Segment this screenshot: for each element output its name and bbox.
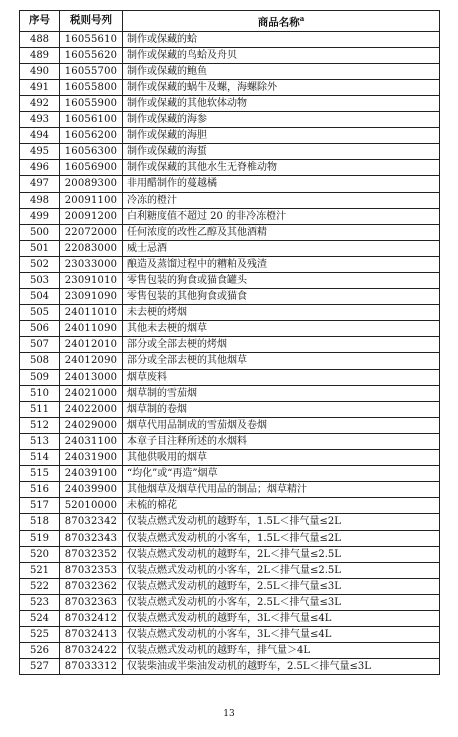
header-seq: 序号 — [20, 11, 60, 32]
cell-code: 87032413 — [60, 627, 123, 643]
cell-name: 未去梗的烤烟 — [123, 305, 440, 321]
cell-name: 仅装点燃式发动机的越野车，1.5L＜排气量≤2L — [123, 514, 440, 530]
table-row — [20, 160, 440, 176]
cell-code: 24031900 — [60, 450, 123, 466]
cell-seq: 491 — [20, 79, 60, 95]
cell-code: 87033312 — [60, 659, 123, 675]
cell-name: “均化”或“再造”烟草 — [123, 466, 440, 482]
cell-code: 20089300 — [60, 176, 123, 192]
cell-code: 87032343 — [60, 530, 123, 546]
cell-seq: 488 — [20, 31, 60, 47]
table-row — [20, 353, 440, 369]
table-row — [20, 337, 440, 353]
cell-name: 烟草代用品制成的雪茄烟及卷烟 — [123, 417, 440, 433]
cell-seq: 522 — [20, 578, 60, 594]
cell-seq: 514 — [20, 450, 60, 466]
cell-code: 24039100 — [60, 466, 123, 482]
cell-seq: 501 — [20, 240, 60, 256]
cell-name: 制作或保藏的蛤 — [123, 31, 440, 47]
table-row — [20, 659, 440, 675]
table-row — [20, 273, 440, 289]
cell-seq: 518 — [20, 514, 60, 530]
cell-code: 16055900 — [60, 95, 123, 111]
cell-code: 24012010 — [60, 337, 123, 353]
cell-seq: 524 — [20, 610, 60, 626]
cell-code: 16056200 — [60, 128, 123, 144]
cell-seq: 500 — [20, 224, 60, 240]
cell-name: 冷冻的橙汁 — [123, 192, 440, 208]
page-number: 13 — [223, 709, 235, 719]
cell-seq: 519 — [20, 530, 60, 546]
cell-seq: 526 — [20, 643, 60, 659]
cell-name: 制作或保藏的海胆 — [123, 128, 440, 144]
cell-seq: 510 — [20, 385, 60, 401]
cell-seq: 517 — [20, 498, 60, 514]
cell-code: 20091100 — [60, 192, 123, 208]
cell-code: 87032363 — [60, 594, 123, 610]
cell-name: 制作或保藏的蜗牛及螺，海螺除外 — [123, 79, 440, 95]
cell-code: 16055800 — [60, 79, 123, 95]
cell-seq: 499 — [20, 208, 60, 224]
table-row — [20, 530, 440, 546]
cell-name: 烟草制的卷烟 — [123, 401, 440, 417]
cell-name: 制作或保藏的其他水生无脊椎动物 — [123, 160, 440, 176]
cell-code: 24022000 — [60, 401, 123, 417]
cell-name: 本章子目注释所述的水烟料 — [123, 433, 440, 449]
table-row — [20, 498, 440, 514]
cell-name: 其他未去梗的烟草 — [123, 321, 440, 337]
cell-name: 其他烟草及烟草代用品的制品；烟草精汁 — [123, 482, 440, 498]
table-row — [20, 514, 440, 530]
table-row — [20, 643, 440, 659]
cell-name: 部分或全部去梗的其他烟草 — [123, 353, 440, 369]
table-row — [20, 31, 440, 47]
cell-name: 制作或保藏的鸟蛤及舟贝 — [123, 47, 440, 63]
cell-seq: 523 — [20, 594, 60, 610]
cell-code: 16055610 — [60, 31, 123, 47]
table-row — [20, 369, 440, 385]
cell-seq: 513 — [20, 433, 60, 449]
cell-seq: 527 — [20, 659, 60, 675]
cell-name: 仅装点燃式发动机的小客车，1.5L＜排气量≤2L — [123, 530, 440, 546]
table-row — [20, 240, 440, 256]
cell-seq: 515 — [20, 466, 60, 482]
cell-code: 16055700 — [60, 63, 123, 79]
table-header-row — [20, 11, 440, 32]
cell-seq: 489 — [20, 47, 60, 63]
cell-name: 部分或全部去梗的烤烟 — [123, 337, 440, 353]
tariff-table — [19, 10, 440, 675]
header-name-note: a — [299, 14, 305, 23]
table-row — [20, 63, 440, 79]
cell-code: 16055620 — [60, 47, 123, 63]
table-row — [20, 450, 440, 466]
table-row — [20, 433, 440, 449]
table-row — [20, 47, 440, 63]
header-name — [123, 11, 440, 32]
table-row — [20, 594, 440, 610]
cell-seq: 506 — [20, 321, 60, 337]
table-row — [20, 305, 440, 321]
table-row — [20, 95, 440, 111]
cell-name: 任何浓度的改性乙醇及其他酒精 — [123, 224, 440, 240]
cell-code: 20091200 — [60, 208, 123, 224]
cell-code: 24029000 — [60, 417, 123, 433]
table-row — [20, 417, 440, 433]
cell-code: 87032342 — [60, 514, 123, 530]
cell-seq: 498 — [20, 192, 60, 208]
cell-code: 24021000 — [60, 385, 123, 401]
cell-code: 87032412 — [60, 610, 123, 626]
cell-seq: 525 — [20, 627, 60, 643]
cell-code: 23091010 — [60, 273, 123, 289]
cell-name: 烟草制的雪茄烟 — [123, 385, 440, 401]
cell-name: 零售包装的其他狗食或猫食 — [123, 289, 440, 305]
cell-seq: 490 — [20, 63, 60, 79]
cell-name: 非用醋制作的蔓越橘 — [123, 176, 440, 192]
cell-seq: 511 — [20, 401, 60, 417]
cell-name: 仅装点燃式发动机的小客车，2L＜排气量≤2.5L — [123, 562, 440, 578]
cell-name: 制作或保藏的海蜇 — [123, 144, 440, 160]
cell-seq: 521 — [20, 562, 60, 578]
cell-name: 仅装点燃式发动机的越野车，2L＜排气量≤2.5L — [123, 546, 440, 562]
cell-seq: 497 — [20, 176, 60, 192]
cell-seq: 493 — [20, 112, 60, 128]
cell-seq: 503 — [20, 273, 60, 289]
cell-seq: 509 — [20, 369, 60, 385]
table-row — [20, 256, 440, 272]
cell-name: 酿造及蒸馏过程中的糟粕及残渣 — [123, 256, 440, 272]
cell-code: 24031100 — [60, 433, 123, 449]
cell-code: 87032353 — [60, 562, 123, 578]
cell-seq: 516 — [20, 482, 60, 498]
table-row — [20, 192, 440, 208]
cell-name: 其他供吸用的烟草 — [123, 450, 440, 466]
cell-name: 仅装点燃式发动机的小客车，2.5L＜排气量≤3L — [123, 594, 440, 610]
table-row — [20, 401, 440, 417]
cell-code: 24012090 — [60, 353, 123, 369]
cell-seq: 502 — [20, 256, 60, 272]
header-name-label: 商品名称 — [257, 16, 300, 29]
table-row — [20, 289, 440, 305]
cell-name: 仅装柴油或半柴油发动机的越野车，2.5L＜排气量≤3L — [123, 659, 440, 675]
table-row — [20, 610, 440, 626]
header-code: 税则号列 — [60, 11, 123, 32]
cell-code: 16056100 — [60, 112, 123, 128]
cell-seq: 507 — [20, 337, 60, 353]
cell-code: 22083000 — [60, 240, 123, 256]
table-row — [20, 385, 440, 401]
cell-seq: 520 — [20, 546, 60, 562]
cell-code: 87032352 — [60, 546, 123, 562]
table-row — [20, 627, 440, 643]
cell-seq: 495 — [20, 144, 60, 160]
cell-name: 制作或保藏的鲍鱼 — [123, 63, 440, 79]
table-row — [20, 546, 440, 562]
cell-name: 仅装点燃式发动机的越野车，2.5L＜排气量≤3L — [123, 578, 440, 594]
cell-name: 制作或保藏的海参 — [123, 112, 440, 128]
cell-seq: 494 — [20, 128, 60, 144]
cell-name: 仅装点燃式发动机的越野车，3L＜排气量≤4L — [123, 610, 440, 626]
table-row — [20, 224, 440, 240]
cell-seq: 505 — [20, 305, 60, 321]
table-row — [20, 482, 440, 498]
cell-code: 16056900 — [60, 160, 123, 176]
cell-name: 烟草废料 — [123, 369, 440, 385]
cell-seq: 492 — [20, 95, 60, 111]
table-row — [20, 578, 440, 594]
table-row — [20, 112, 440, 128]
cell-name: 仅装点燃式发动机的小客车，3L＜排气量≤4L — [123, 627, 440, 643]
table-row — [20, 321, 440, 337]
cell-name: 零售包装的狗食或猫食罐头 — [123, 273, 440, 289]
table-row — [20, 144, 440, 160]
cell-code: 24011010 — [60, 305, 123, 321]
cell-name: 威士忌酒 — [123, 240, 440, 256]
cell-code: 52010000 — [60, 498, 123, 514]
cell-code: 24013000 — [60, 369, 123, 385]
cell-code: 87032422 — [60, 643, 123, 659]
cell-seq: 508 — [20, 353, 60, 369]
cell-code: 87032362 — [60, 578, 123, 594]
cell-code: 23091090 — [60, 289, 123, 305]
cell-code: 24039900 — [60, 482, 123, 498]
cell-code: 16056300 — [60, 144, 123, 160]
table-row — [20, 79, 440, 95]
table-row — [20, 128, 440, 144]
cell-code: 23033000 — [60, 256, 123, 272]
table-row — [20, 466, 440, 482]
table-row — [20, 176, 440, 192]
cell-seq: 504 — [20, 289, 60, 305]
cell-code: 22072000 — [60, 224, 123, 240]
cell-name: 白利糖度值不超过 20 的非冷冻橙汁 — [123, 208, 440, 224]
cell-seq: 512 — [20, 417, 60, 433]
cell-code: 24011090 — [60, 321, 123, 337]
cell-seq: 496 — [20, 160, 60, 176]
table-row — [20, 562, 440, 578]
table-row — [20, 208, 440, 224]
cell-name: 未梳的棉花 — [123, 498, 440, 514]
cell-name: 制作或保藏的其他软体动物 — [123, 95, 440, 111]
cell-name: 仅装点燃式发动机的越野车，排气量＞4L — [123, 643, 440, 659]
